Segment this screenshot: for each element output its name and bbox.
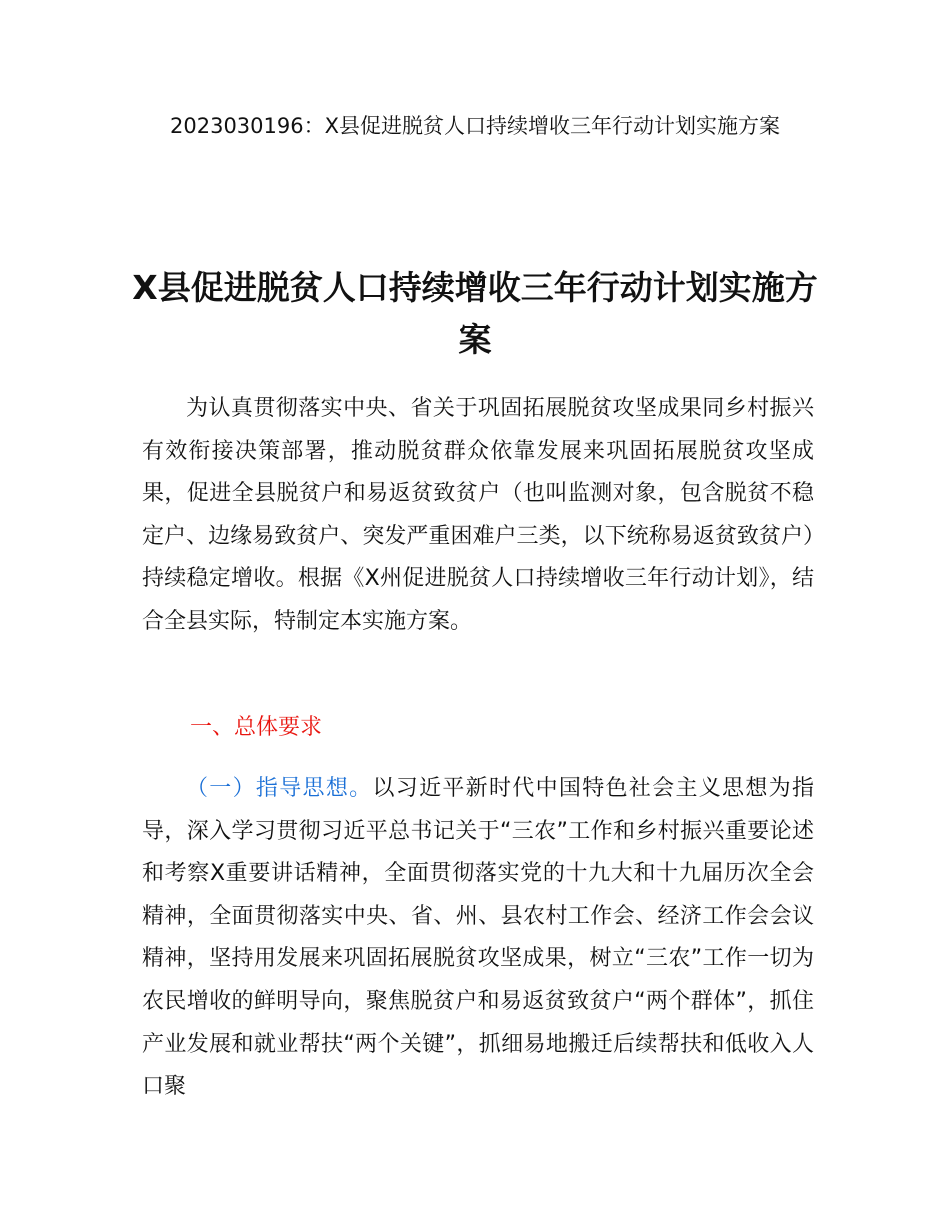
section-heading-general-requirements: 一、总体要求 [190, 715, 323, 740]
document-title: X县促进脱贫人口持续增收三年行动计划实施方案 [132, 268, 818, 359]
intro-paragraph: 为认真贯彻落实中央、省关于巩固拓展脱贫攻坚成果同乡村振兴有效衔接决策部署，推动脱贫群众依靠发展来巩固拓展脱贫攻坚成果，促进全县脱贫户和易返贫致贫户（也叫监测对象，包含脱贫不稳定户、边缘易致贫户、突发严重困难户三类，以下统称易返贫致贫户）持续稳定增收。根据《X州促进脱贫人口持续增收三年行动计划》，结合全县实际，特制定本实施方案。 [142, 396, 814, 634]
document-code-title: 2023030196：X县促进脱贫人口持续增收三年行动计划实施方案 [170, 114, 780, 138]
guiding-ideology-text: 以习近平新时代中国特色社会主义思想为指导，深入学习贯彻习近平总书记关于“三农”工作和乡村振兴重要论述和考察X重要讲话精神，全面贯彻落实党的十九大和十九届历次全会精神，全面贯彻落实中央、省、州、县农村工作会、经济工作会会议精神，坚持用发展来巩固拓展脱贫攻坚成果，树立“三农”工作一切为农民增收的鲜明导向，聚焦脱贫户和易返贫致贫户“两个群体”，抓住产业发展和就业帮扶“两个关键”，抓细易地搬迁后续帮扶和低收入人口聚 [142, 776, 814, 1100]
guiding-ideology-paragraph [142, 768, 814, 1109]
subsection-heading-guiding-ideology: （一）指导思想。 [186, 776, 373, 801]
